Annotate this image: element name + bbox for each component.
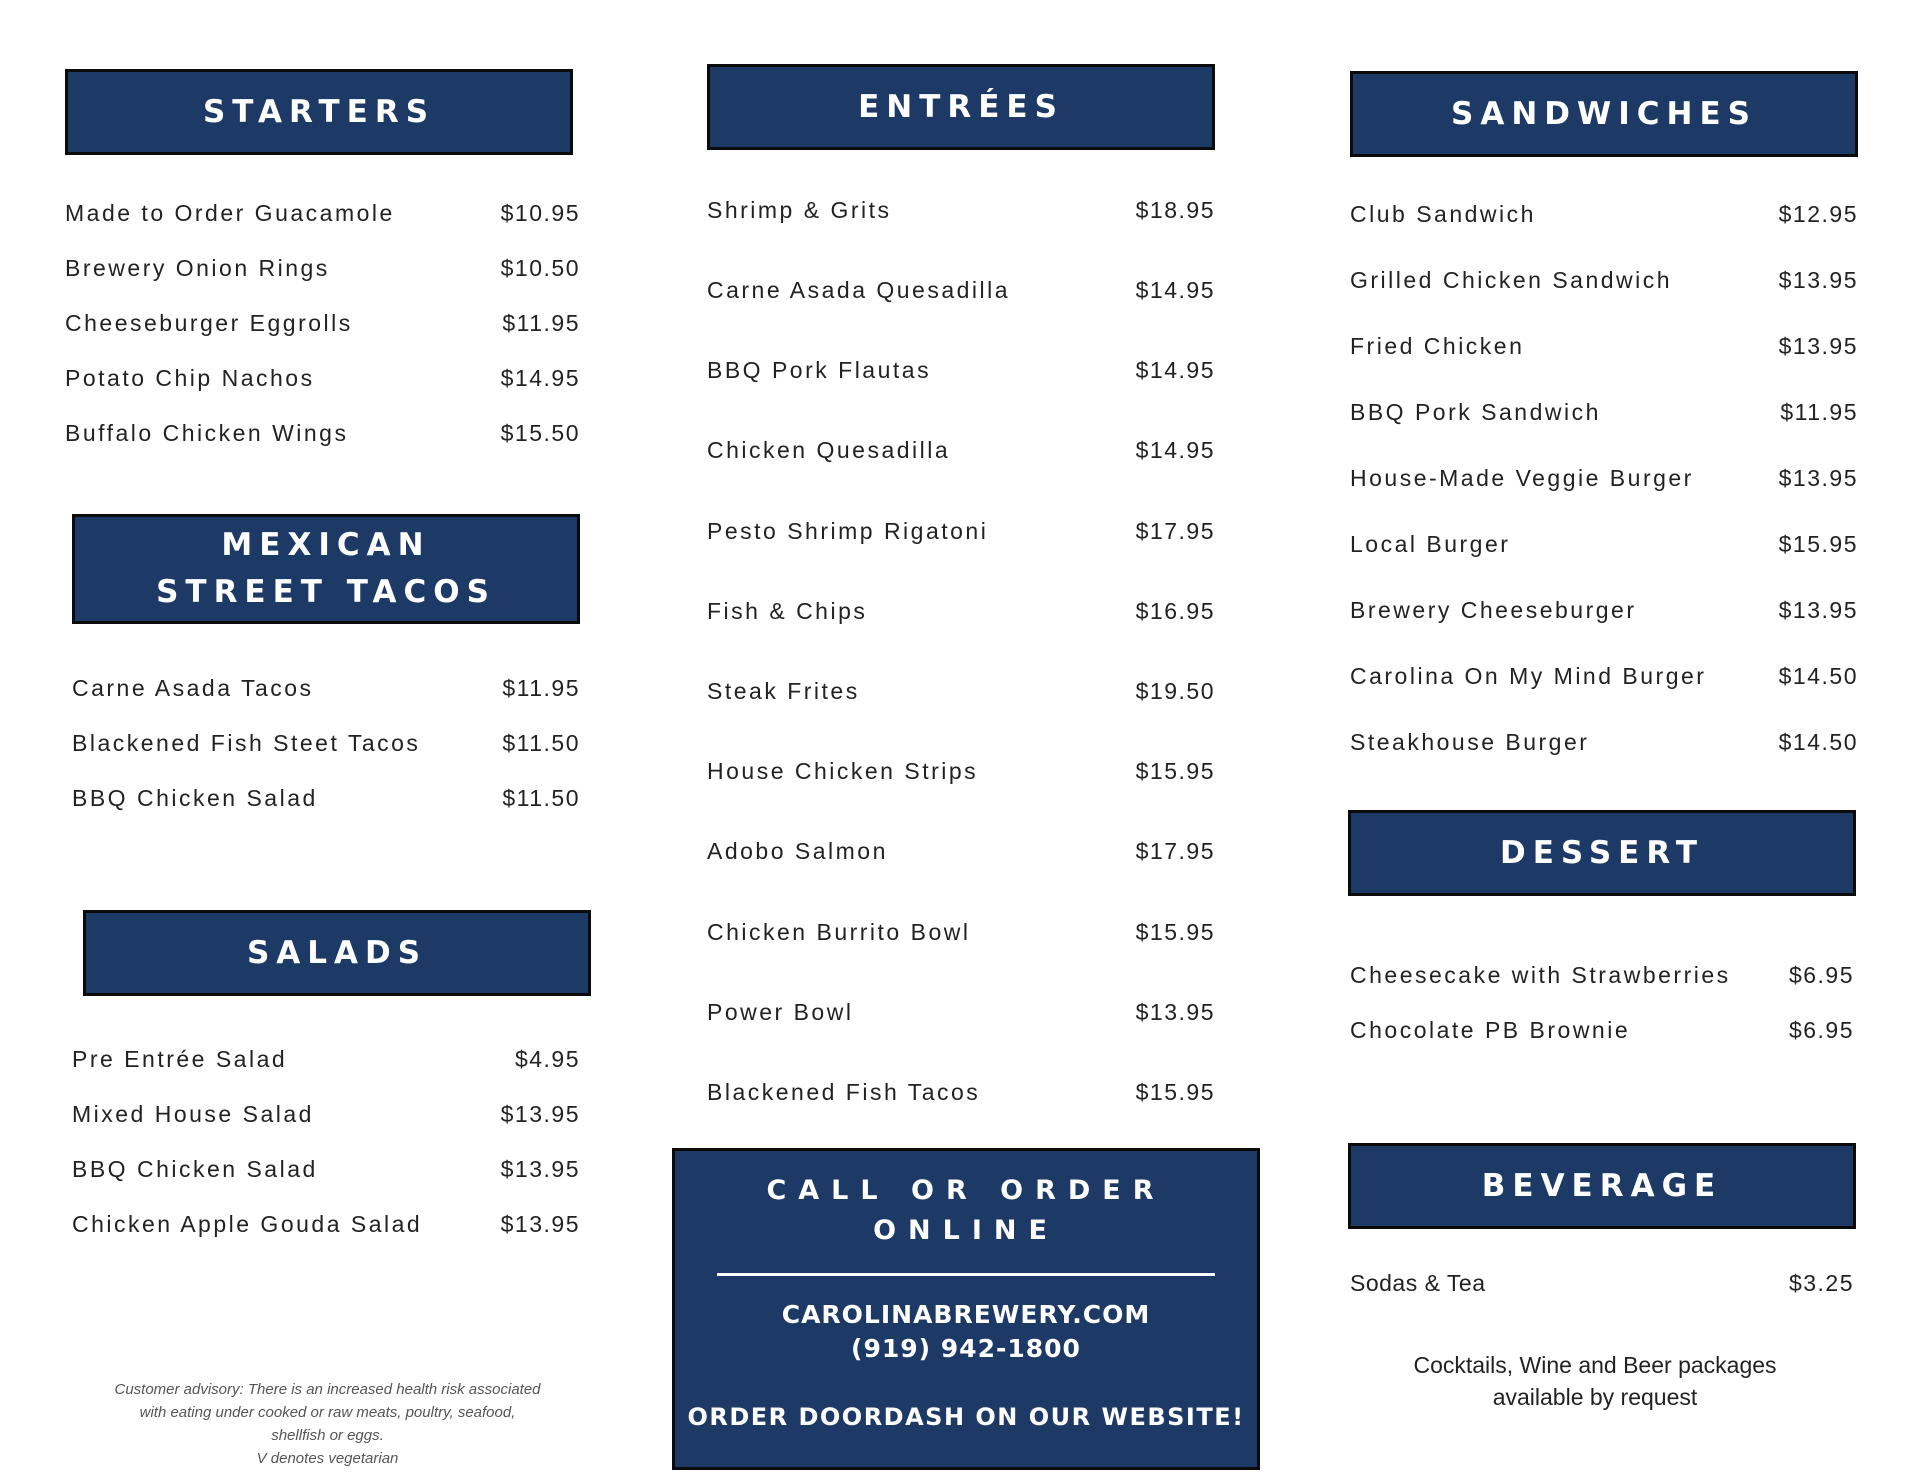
item-price: $15.95 <box>1135 758 1215 784</box>
item-name: Cheesecake with Strawberries <box>1350 962 1731 988</box>
item-name: Cheeseburger Eggrolls <box>65 310 353 336</box>
item-name: BBQ Pork Flautas <box>707 357 932 383</box>
beverage-header <box>1348 1143 1856 1229</box>
item-price: $13.95 <box>500 1156 580 1182</box>
item-price: $10.50 <box>500 255 580 281</box>
item-price: $13.95 <box>1778 465 1858 491</box>
item-name: Chicken Quesadilla <box>707 437 951 463</box>
item-name: House-Made Veggie Burger <box>1350 465 1694 491</box>
menu-item <box>65 255 580 282</box>
order-doordash: ORDER DOORDASH ON OUR WEBSITE! <box>687 1403 1245 1431</box>
menu-item <box>72 675 580 702</box>
item-price: $16.95 <box>1135 598 1215 624</box>
item-name: Power Bowl <box>707 999 854 1025</box>
entrees-title: ENTRÉES <box>858 88 1064 125</box>
item-name: Mixed House Salad <box>72 1101 314 1127</box>
order-divider <box>717 1273 1215 1276</box>
item-price: $17.95 <box>1135 518 1215 544</box>
item-name: Steakhouse Burger <box>1350 729 1590 755</box>
menu-item <box>707 518 1215 545</box>
salads-title: SALADS <box>246 934 428 971</box>
item-price: $3.25 <box>1788 1270 1854 1296</box>
item-price: $10.95 <box>500 200 580 226</box>
item-price: $15.95 <box>1135 919 1215 945</box>
menu-item <box>72 1101 580 1128</box>
order-phone[interactable]: (919) 942-1800 <box>851 1334 1081 1363</box>
order-online-box <box>672 1148 1260 1470</box>
item-price: $13.95 <box>1778 597 1858 623</box>
menu-item <box>72 730 580 757</box>
menu-item <box>707 598 1215 625</box>
menu-item <box>1350 531 1858 558</box>
item-price: $14.95 <box>1135 357 1215 383</box>
item-price: $11.95 <box>502 675 580 701</box>
item-name: Blackened Fish Steet Tacos <box>72 730 421 756</box>
item-name: Fried Chicken <box>1350 333 1525 359</box>
item-price: $13.95 <box>1135 999 1215 1025</box>
item-price: $14.50 <box>1778 729 1858 755</box>
item-name: House Chicken Strips <box>707 758 979 784</box>
item-price: $19.50 <box>1135 678 1215 704</box>
item-name: BBQ Pork Sandwich <box>1350 399 1601 425</box>
item-price: $17.95 <box>1135 838 1215 864</box>
item-price: $11.50 <box>502 785 580 811</box>
entrees-header <box>707 64 1215 150</box>
item-price: $15.95 <box>1135 1079 1215 1105</box>
menu-item <box>707 357 1215 384</box>
order-heading-line1: CALL OR ORDER <box>766 1175 1166 1206</box>
customer-advisory <box>70 1378 585 1470</box>
menu-item <box>65 365 580 392</box>
menu-item <box>707 758 1215 785</box>
menu-item <box>1350 333 1858 360</box>
item-price: $12.95 <box>1778 201 1858 227</box>
beverage-note <box>1350 1349 1840 1413</box>
dessert-title: DESSERT <box>1500 834 1704 871</box>
item-price: $13.95 <box>500 1211 580 1237</box>
item-price: $11.50 <box>502 730 580 756</box>
order-website-link[interactable]: CAROLINABREWERY.COM <box>781 1300 1151 1329</box>
beverage-title: BEVERAGE <box>1481 1167 1723 1204</box>
sandwiches-title: SANDWICHES <box>1451 95 1757 132</box>
menu-item <box>65 200 580 227</box>
order-heading-line2: ONLINE <box>873 1215 1059 1246</box>
item-name: Potato Chip Nachos <box>65 365 315 391</box>
sandwiches-header <box>1350 71 1858 157</box>
menu-item <box>1350 729 1858 756</box>
item-name: Brewery Onion Rings <box>65 255 330 281</box>
menu-item <box>72 1046 580 1073</box>
beverage-note-line: available by request <box>1492 1384 1698 1410</box>
tacos-header <box>72 514 580 624</box>
menu-item <box>707 919 1215 946</box>
item-name: Made to Order Guacamole <box>65 200 395 226</box>
menu-item <box>1350 399 1858 426</box>
item-name: Carne Asada Tacos <box>72 675 314 701</box>
menu-item <box>1350 201 1858 228</box>
item-name: BBQ Chicken Salad <box>72 1156 318 1182</box>
advisory-line: shellfish or eggs. <box>271 1427 384 1444</box>
item-name: Pesto Shrimp Rigatoni <box>707 518 989 544</box>
item-name: BBQ Chicken Salad <box>72 785 318 811</box>
item-name: Sodas & Tea <box>1350 1270 1486 1296</box>
menu-item <box>1350 267 1858 294</box>
item-name: Buffalo Chicken Wings <box>65 420 349 446</box>
item-price: $13.95 <box>500 1101 580 1127</box>
menu-item <box>72 785 580 812</box>
item-name: Fish & Chips <box>707 598 868 624</box>
menu-item <box>707 678 1215 705</box>
menu-item <box>1350 1270 1854 1297</box>
menu-item <box>1350 663 1858 690</box>
item-price: $14.95 <box>1135 437 1215 463</box>
item-name: Brewery Cheeseburger <box>1350 597 1637 623</box>
menu-item <box>707 277 1215 304</box>
starters-title: STARTERS <box>202 93 436 130</box>
dessert-header <box>1348 810 1856 896</box>
item-price: $4.95 <box>514 1046 580 1072</box>
advisory-line: with eating under cooked or raw meats, poultry, seafood, <box>139 1404 516 1421</box>
item-name: Carne Asada Quesadilla <box>707 277 1011 303</box>
item-name: Carolina On My Mind Burger <box>1350 663 1707 689</box>
menu-item <box>65 310 580 337</box>
item-name: Adobo Salmon <box>707 838 888 864</box>
item-price: $13.95 <box>1778 333 1858 359</box>
advisory-line: V denotes vegetarian <box>256 1450 399 1467</box>
menu-item <box>707 197 1215 224</box>
item-name: Pre Entrée Salad <box>72 1046 288 1072</box>
menu-item <box>1350 465 1858 492</box>
item-price: $11.95 <box>502 310 580 336</box>
item-price: $14.95 <box>1135 277 1215 303</box>
starters-header <box>65 69 573 155</box>
salads-header <box>83 910 591 996</box>
item-name: Club Sandwich <box>1350 201 1536 227</box>
item-price: $15.50 <box>500 420 580 446</box>
menu-item <box>65 420 580 447</box>
menu-item <box>707 999 1215 1026</box>
item-name: Local Burger <box>1350 531 1511 557</box>
item-name: Chicken Apple Gouda Salad <box>72 1211 423 1237</box>
item-price: $6.95 <box>1788 962 1854 988</box>
item-price: $18.95 <box>1135 197 1215 223</box>
item-name: Chocolate PB Brownie <box>1350 1017 1631 1043</box>
menu-item <box>72 1211 580 1238</box>
item-price: $6.95 <box>1788 1017 1854 1043</box>
item-name: Blackened Fish Tacos <box>707 1079 981 1105</box>
menu-item <box>707 1079 1215 1106</box>
tacos-title-line2: STREET TACOS <box>156 574 496 610</box>
menu-item <box>707 838 1215 865</box>
tacos-title-line1: MEXICAN <box>221 527 431 563</box>
menu-item <box>1350 597 1858 624</box>
item-price: $11.95 <box>1780 399 1858 425</box>
menu-item <box>1350 962 1854 989</box>
item-price: $13.95 <box>1778 267 1858 293</box>
menu-item <box>72 1156 580 1183</box>
item-price: $15.95 <box>1778 531 1858 557</box>
item-name: Chicken Burrito Bowl <box>707 919 971 945</box>
item-name: Shrimp & Grits <box>707 197 892 223</box>
advisory-line: Customer advisory: There is an increased health risk associated <box>114 1381 541 1398</box>
item-name: Grilled Chicken Sandwich <box>1350 267 1673 293</box>
item-name: Steak Frites <box>707 678 860 704</box>
item-price: $14.50 <box>1778 663 1858 689</box>
item-price: $14.95 <box>500 365 580 391</box>
beverage-note-line: Cocktails, Wine and Beer packages <box>1413 1352 1777 1378</box>
menu-item <box>707 437 1215 464</box>
menu-item <box>1350 1017 1854 1044</box>
